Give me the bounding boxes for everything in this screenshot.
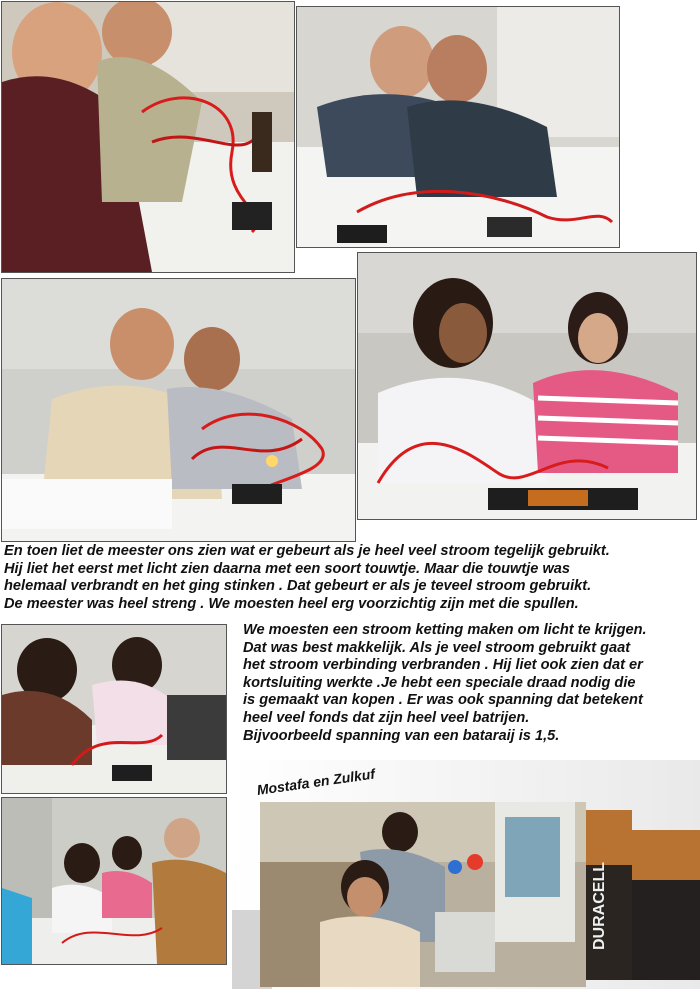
paragraph-top-line: En toen liet de meester ons zien wat er gebeurt als je heel veel stroom tegelijk gebruikt. [4, 543, 610, 559]
photo-boys-with-lit-bulbs [1, 278, 356, 542]
photo-two-girls-circuit [357, 252, 697, 520]
paragraph-right-line: Bijvoorbeeld spanning van een bataraij is 1,5. [243, 727, 560, 744]
paragraph-right-line: het stroom verbinding verbranden . Hij liet ook zien dat er [243, 657, 643, 674]
paragraph-right-line: is gemaakt van kopen . Er was ook spanning dat betekent [243, 692, 643, 709]
battery-brand-text: DURACELL [591, 862, 608, 950]
photo-boys-at-computer [260, 802, 586, 987]
photo-boys-wiring-circuit [1, 1, 295, 273]
paragraph-top-line: helemaal verbrandt en het ging stinken . Dat gebeurt er als je teveel stroom gebruikt. [4, 578, 592, 595]
paragraph-right-line: kortsluiting werkte .Je hebt een speciale draad nodig die [243, 674, 636, 691]
paragraph-top-line: Hij liet het eerst met licht zien daarna met een soort touwtje. Maar die touwtje was [4, 560, 571, 577]
paragraph-top-line: De meester was heel streng . We moesten heel erg voorzichtig zijn met die spullen. [4, 595, 579, 612]
paragraph-right [243, 622, 647, 745]
paragraph-right-line: heel veel fonds dat zijn heel veel batrijen. [243, 709, 530, 726]
photo-teacher-with-girls [1, 797, 227, 965]
photo-two-boys-smiling [296, 6, 620, 248]
photo-girls-at-desk [1, 624, 227, 794]
paragraph-right-line: Dat was best makkelijk. Als je veel stroom gebruikt gaat [243, 639, 631, 656]
paragraph-top [4, 543, 610, 613]
photo-caption: Mostafa en Zulkuf [255, 765, 376, 798]
paragraph-right-line: We moesten een stroom ketting maken om licht te krijgen. [243, 622, 647, 638]
